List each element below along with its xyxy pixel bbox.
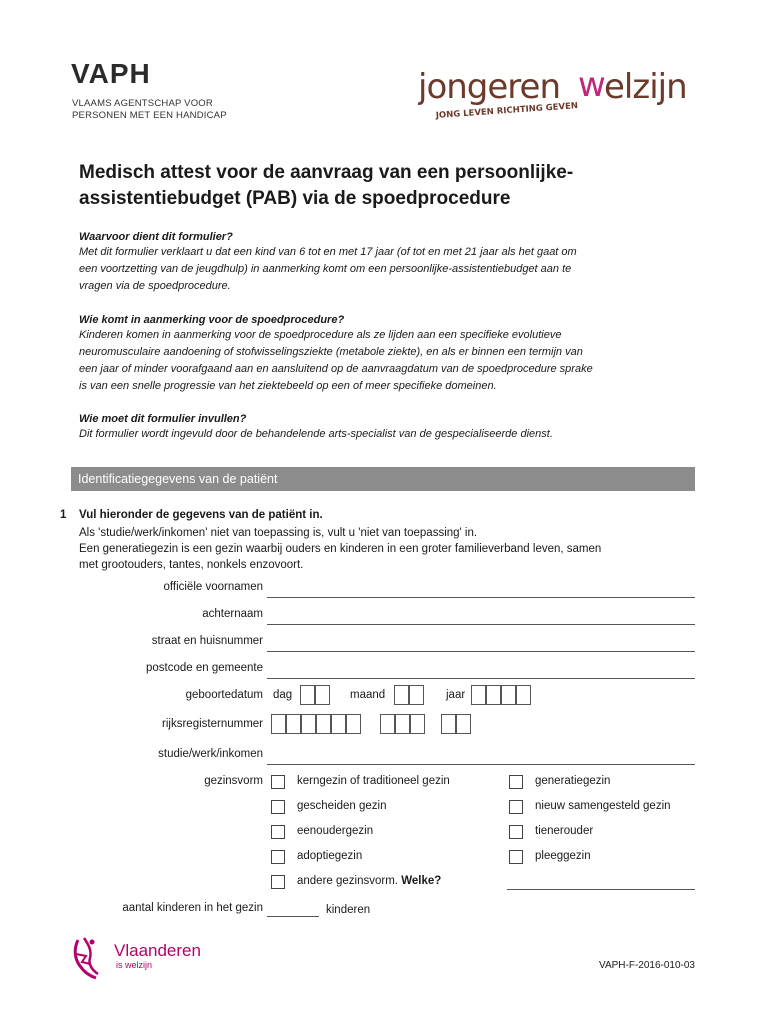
- svg-text:w: w: [578, 65, 606, 105]
- svg-text:Vlaanderen: Vlaanderen: [114, 941, 201, 960]
- option-eenouder: eenoudergezin: [297, 825, 374, 837]
- label-achternaam: achternaam: [202, 608, 263, 620]
- intro-answer-line: neuromusculaire aandoening of stofwisselingsziekte (metabole ziekte), en als er binnen een termijn van: [79, 346, 583, 358]
- andere-gezinsvorm-field[interactable]: [507, 889, 695, 890]
- rijksregister-digit-box[interactable]: [441, 714, 456, 734]
- voornamen-field[interactable]: [267, 597, 695, 598]
- straat-field[interactable]: [267, 651, 695, 652]
- intro-answer-line: Met dit formulier verklaart u dat een kind van 6 tot en met 17 jaar (of tot en met 21 jaar als het gaat om: [79, 246, 577, 258]
- intro-answer-line: vragen via de spoedprocedure.: [79, 280, 231, 292]
- checkbox-adoptie[interactable]: [271, 850, 285, 864]
- option-adoptie: adoptiegezin: [297, 850, 363, 862]
- instruction-line: met grootouders, tantes, nonkels enzovoort.: [79, 559, 304, 571]
- title-line-2: assistentiebudget (PAB) via de spoedprocedure: [79, 188, 511, 209]
- dag-digit-box[interactable]: [300, 685, 315, 705]
- checkbox-samengesteld[interactable]: [509, 800, 523, 814]
- rijksregister-digit-box[interactable]: [346, 714, 361, 734]
- rijksregister-digit-box[interactable]: [271, 714, 286, 734]
- jaar-digit-box[interactable]: [501, 685, 516, 705]
- label-gezinsvorm: gezinsvorm: [204, 775, 263, 787]
- jaar-digit-box[interactable]: [516, 685, 531, 705]
- label-voornamen: officiële voornamen: [163, 581, 263, 593]
- postcode-field[interactable]: [267, 678, 695, 679]
- vaph-subtitle-line2: PERSONEN MET EEN HANDICAP: [72, 110, 227, 121]
- label-studie: studie/werk/inkomen: [158, 748, 263, 760]
- svg-text:elzijn: elzijn: [604, 67, 687, 107]
- intro-block-1: [79, 231, 699, 295]
- intro-block-3: [79, 413, 699, 443]
- label-aantal-kinderen: aantal kinderen in het gezin: [122, 902, 263, 914]
- option-andere-label: andere gezinsvorm.: [297, 875, 398, 887]
- option-gescheiden: gescheiden gezin: [297, 800, 387, 812]
- rijksregister-digit-box[interactable]: [301, 714, 316, 734]
- checkbox-generatiegezin[interactable]: [509, 775, 523, 789]
- intro-answer-line: een voortzetting van de jeugdhulp) in aanmerking komt om een persoonlijke-assistentiebudget aan te: [79, 263, 572, 275]
- rijksregister-digit-box[interactable]: [331, 714, 346, 734]
- option-kerngezin: kerngezin of traditioneel gezin: [297, 775, 450, 787]
- label-postcode: postcode en gemeente: [145, 662, 263, 674]
- label-rijksregister: rijksregisternummer: [162, 718, 263, 730]
- rijksregister-digit-box[interactable]: [286, 714, 301, 734]
- option-generatiegezin: generatiegezin: [535, 775, 611, 787]
- rijksregister-digit-box[interactable]: [380, 714, 395, 734]
- intro-question: Wie moet dit formulier invullen?: [79, 413, 247, 425]
- label-maand: maand: [350, 689, 386, 701]
- achternaam-field[interactable]: [267, 624, 695, 625]
- intro-block-2: [79, 314, 699, 395]
- section-header-identificatie: Identificatiegegevens van de patiënt: [71, 467, 695, 491]
- label-dag: dag: [273, 689, 293, 701]
- option-tienerouder: tienerouder: [535, 825, 594, 837]
- aantal-kinderen-field[interactable]: [267, 916, 319, 917]
- studie-field[interactable]: [267, 764, 695, 765]
- vaph-logo: VAPH: [71, 58, 151, 89]
- vlaanderen-logo: [70, 934, 210, 987]
- intro-question: Wie komt in aanmerking voor de spoedprocedure?: [79, 314, 345, 326]
- item-instructions: [79, 525, 694, 573]
- label-straat: straat en huisnummer: [151, 635, 263, 647]
- jongerenwelzijn-logo: [418, 60, 698, 125]
- checkbox-eenouder[interactable]: [271, 825, 285, 839]
- checkbox-gescheiden[interactable]: [271, 800, 285, 814]
- form-code: VAPH-F-2016-010-03: [599, 960, 695, 971]
- rijksregister-digit-box[interactable]: [410, 714, 425, 734]
- instruction-line: Als 'studie/werk/inkomen' niet van toepassing is, vult u 'niet van toepassing' in.: [79, 527, 478, 539]
- option-andere: [297, 875, 441, 887]
- jaar-digit-box[interactable]: [486, 685, 501, 705]
- intro-answer-line: is van een snelle progressie van het ziektebeeld op een of meer specifieke domeinen.: [79, 380, 497, 392]
- page-title: [79, 160, 639, 212]
- kinderen-suffix: kinderen: [326, 904, 371, 916]
- svg-text:JONG LEVEN RICHTING GEVEN: JONG LEVEN RICHTING GEVEN: [435, 101, 579, 120]
- instruction-line: Een generatiegezin is een gezin waarbij ouders en kinderen in een groter familieverband leven, samen: [79, 543, 602, 555]
- intro-answer-line: een jaar of minder voorafgaand aan en aansluitend op de aanvraagdatum van de spoedprocedure sprake: [79, 363, 593, 375]
- checkbox-pleeg[interactable]: [509, 850, 523, 864]
- intro-answer-line: Kinderen komen in aanmerking voor de spoedprocedure als ze lijden aan een specifieke evolutieve: [79, 329, 562, 341]
- intro-answer-line: Dit formulier wordt ingevuld door de behandelende arts-specialist van de gespecialiseerde dienst.: [79, 428, 553, 440]
- jaar-digit-box[interactable]: [471, 685, 486, 705]
- option-pleeg: pleeggezin: [535, 850, 591, 862]
- option-samengesteld: nieuw samengesteld gezin: [535, 800, 671, 812]
- title-line-1: Medisch attest voor de aanvraag van een persoonlijke-: [79, 162, 574, 183]
- label-jaar: jaar: [446, 689, 466, 701]
- dag-digit-box[interactable]: [315, 685, 330, 705]
- item-title: Vul hieronder de gegevens van de patiënt in.: [79, 509, 323, 521]
- rijksregister-digit-box[interactable]: [316, 714, 331, 734]
- rijksregister-digit-box[interactable]: [456, 714, 471, 734]
- checkbox-andere[interactable]: [271, 875, 285, 889]
- svg-text:jongeren: jongeren: [418, 67, 560, 107]
- svg-text:is welzijn: is welzijn: [116, 960, 153, 970]
- intro-question: Waarvoor dient dit formulier?: [79, 231, 233, 243]
- option-andere-welke: Welke?: [401, 875, 442, 887]
- vaph-subtitle: [72, 98, 227, 122]
- checkbox-tienerouder[interactable]: [509, 825, 523, 839]
- rijksregister-digit-box[interactable]: [395, 714, 410, 734]
- maand-digit-box[interactable]: [394, 685, 409, 705]
- checkbox-kerngezin[interactable]: [271, 775, 285, 789]
- maand-digit-box[interactable]: [409, 685, 424, 705]
- label-geboortedatum: geboortedatum: [185, 689, 263, 701]
- item-number: 1: [60, 509, 67, 521]
- vaph-subtitle-line1: VLAAMS AGENTSCHAP VOOR: [72, 98, 213, 109]
